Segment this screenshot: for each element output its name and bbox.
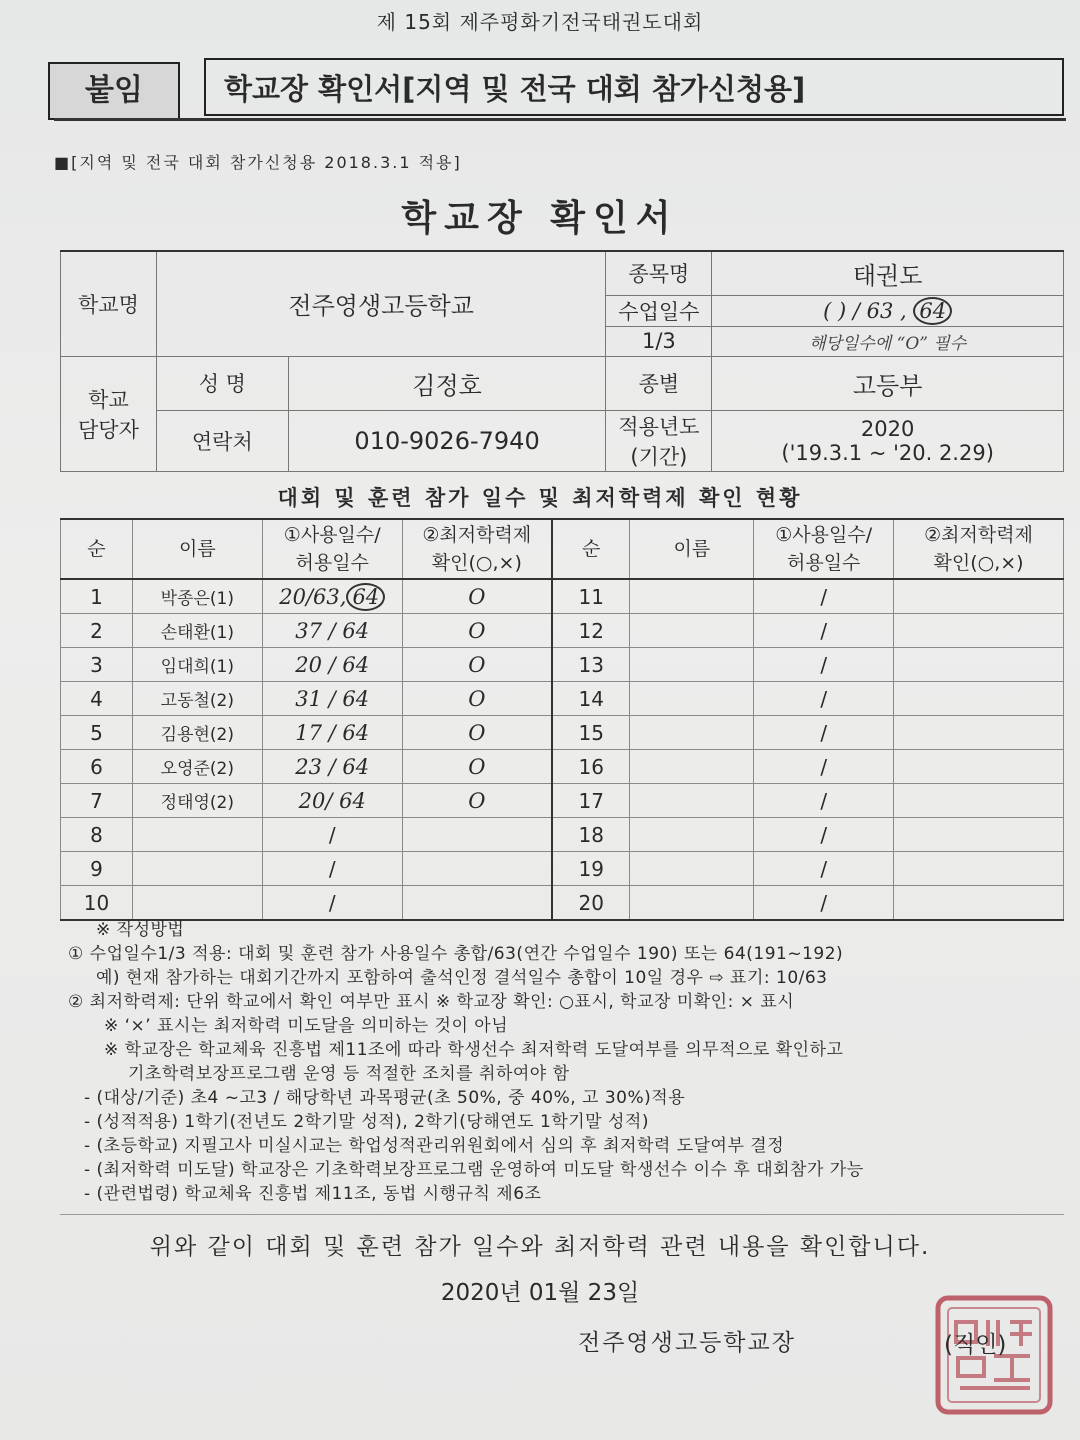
row-check: [402, 852, 552, 886]
row-no-2: 18: [552, 818, 630, 852]
row-no-2: 12: [552, 614, 630, 648]
row-no-2: 20: [552, 886, 630, 921]
table-header-row: [61, 519, 1064, 579]
note-line: - (대상/기준) 초4 ~고3 / 해당학년 과목평균(초 50%, 중 40%, 고 30%)적용: [84, 1088, 686, 1108]
row-no: 9: [61, 852, 133, 886]
circled-64: 64: [346, 583, 385, 611]
row-no: 2: [61, 614, 133, 648]
instructions: [68, 918, 1058, 1206]
row-days: 31 / 64: [262, 682, 402, 716]
row-days-2: /: [754, 682, 894, 716]
note-line: - (최저학력 미도달) 학교장은 기초학력보장프로그램 운영하여 미도달 학생선수 이수 후 대회참가 가능: [84, 1160, 864, 1180]
header-name-2: 이름: [630, 519, 754, 579]
row-no: 7: [61, 784, 133, 818]
row-name: [132, 852, 262, 886]
note-line: 기초학력보장프로그램 운영 등 적절한 조치를 취하여야 함: [128, 1064, 570, 1084]
table-row: [61, 886, 1064, 921]
row-check: O: [402, 682, 552, 716]
contact-name: 김정호: [288, 356, 606, 410]
header-check-2: ②최저학력제 확인(○,×): [894, 519, 1064, 579]
days-label-fraction: 1/3: [606, 326, 712, 356]
row-days: 20/63, 64: [262, 579, 402, 614]
row-days-2: /: [754, 614, 894, 648]
confirmation-statement: 위와 같이 대회 및 훈련 참가 일수와 최저학력 관련 내용을 확인합니다.: [149, 1234, 931, 1260]
row-check-2: [894, 784, 1064, 818]
row-days-2: /: [754, 852, 894, 886]
table-row: [61, 614, 1064, 648]
row-check: [402, 818, 552, 852]
row-check-2: [894, 886, 1064, 921]
divider: [60, 1214, 1064, 1215]
row-name: 김용현(2): [132, 716, 262, 750]
row-check: [402, 886, 552, 921]
row-days: 17 / 64: [262, 716, 402, 750]
year-label: 적용년도 (기간): [606, 410, 712, 471]
note-line: ② 최저학력제: 단위 학교에서 확인 여부만 표시 ※ 학교장 확인: ○표시, 학교장 미확인: × 표시: [68, 992, 795, 1012]
note-line: - (관련법령) 학교체육 진흥법 제11조, 동법 시행규칙 제6조: [84, 1184, 542, 1204]
row-no-2: 19: [552, 852, 630, 886]
row-name-2: [630, 852, 754, 886]
school-name: 전주영생고등학교: [156, 251, 606, 356]
row-name: 박종은(1): [132, 579, 262, 614]
row-check: O: [402, 648, 552, 682]
note-line: - (성적적용) 1학기(전년도 2학기말 성적), 2학기(당해연도 1학기말 성적): [84, 1112, 649, 1132]
row-days: 37 / 64: [262, 614, 402, 648]
header-no-2: 순: [552, 519, 630, 579]
row-no-2: 17: [552, 784, 630, 818]
row-check: O: [402, 750, 552, 784]
row-check-2: [894, 750, 1064, 784]
division-label: 종별: [606, 356, 712, 410]
row-days-2: /: [754, 818, 894, 852]
row-no-2: 15: [552, 716, 630, 750]
row-name-2: [630, 579, 754, 614]
row-check-2: [894, 818, 1064, 852]
note-line: 예) 현재 참가하는 대회기간까지 포함하여 출석인정 결석일수 총합이 10일 경우 ⇨ 표기: 10/63: [96, 968, 828, 988]
row-check: O: [402, 614, 552, 648]
row-name-2: [630, 614, 754, 648]
row-days-2: /: [754, 579, 894, 614]
division-value: 고등부: [712, 356, 1064, 410]
contact-label: 학교 담당자: [61, 356, 157, 471]
row-no-2: 16: [552, 750, 630, 784]
row-name: 손태환(1): [132, 614, 262, 648]
row-name: 고동철(2): [132, 682, 262, 716]
header-days-2: ①사용일수/ 허용일수: [754, 519, 894, 579]
table-row: [61, 818, 1064, 852]
row-name: [132, 886, 262, 921]
row-days: /: [262, 818, 402, 852]
days-label: 수업일수: [606, 295, 712, 326]
school-info-table: [60, 250, 1064, 472]
sport-label: 종목명: [606, 251, 712, 295]
note-line: ① 수업일수1/3 적용: 대회 및 훈련 참가 사용일수 총합/63(연간 수업일수 190) 또는 64(191~192): [68, 944, 844, 964]
row-name: 임대희(1): [132, 648, 262, 682]
participation-table: [60, 518, 1064, 921]
row-no: 3: [61, 648, 133, 682]
row-check: O: [402, 784, 552, 818]
row-no: 1: [61, 579, 133, 614]
row-name-2: [630, 784, 754, 818]
row-name-2: [630, 682, 754, 716]
row-name-2: [630, 750, 754, 784]
row-days-2: /: [754, 886, 894, 921]
row-days-2: /: [754, 648, 894, 682]
table-row: [61, 784, 1064, 818]
competition-title: 제 15회 제주평화기전국태권도대회: [376, 10, 704, 34]
row-name-2: [630, 818, 754, 852]
row-name-2: [630, 886, 754, 921]
row-name-2: [630, 648, 754, 682]
row-no: 10: [61, 886, 133, 921]
row-no: 4: [61, 682, 133, 716]
header-name: 이름: [132, 519, 262, 579]
row-name: 오영준(2): [132, 750, 262, 784]
row-days-2: /: [754, 750, 894, 784]
days-value: ( ) / 63 , 64: [712, 295, 1064, 326]
row-no-2: 13: [552, 648, 630, 682]
year-value: 2020 ('19.3.1 ~ '20. 2.29): [712, 410, 1064, 471]
header-check: ②최저학력제 확인(○,×): [402, 519, 552, 579]
table-row: [61, 750, 1064, 784]
attachment-label: 붙임: [48, 62, 180, 120]
table-row: [61, 648, 1064, 682]
row-name-2: [630, 716, 754, 750]
section-title: 대회 및 훈련 참가 일수 및 최저학력제 확인 현황: [277, 486, 803, 510]
header-no: 순: [61, 519, 133, 579]
row-name: 정태영(2): [132, 784, 262, 818]
row-days: /: [262, 886, 402, 921]
school-label: 학교명: [61, 251, 157, 356]
row-no-2: 14: [552, 682, 630, 716]
row-days: /: [262, 852, 402, 886]
row-no-2: 11: [552, 579, 630, 614]
note-line: ※ 학교장은 학교체육 진흥법 제11조에 따라 학생선수 최저학력 도달여부를 의무적으로 확인하고: [104, 1040, 844, 1060]
row-name: [132, 818, 262, 852]
phone-label: 연락처: [156, 410, 288, 471]
days-note: 해당일수에 “O” 필수: [712, 326, 1064, 356]
row-days: 20 / 64: [262, 648, 402, 682]
row-days-2: /: [754, 716, 894, 750]
row-no: 5: [61, 716, 133, 750]
row-check-2: [894, 648, 1064, 682]
row-days: 23 / 64: [262, 750, 402, 784]
sport-value: 태권도: [712, 251, 1064, 295]
table-row: [61, 716, 1064, 750]
name-label: 성 명: [156, 356, 288, 410]
row-no: 6: [61, 750, 133, 784]
row-days: 20/ 64: [262, 784, 402, 818]
table-row: [61, 579, 1064, 614]
document-title: 학교장 확인서: [401, 198, 679, 239]
circled-64: 64: [913, 297, 952, 325]
header-days: ①사용일수/ 허용일수: [262, 519, 402, 579]
row-days-2: /: [754, 784, 894, 818]
row-check: O: [402, 579, 552, 614]
row-check-2: [894, 682, 1064, 716]
principal-signature-line: 전주영생고등학교장: [578, 1330, 796, 1356]
notes-title: ※ 작성방법: [96, 920, 185, 940]
table-row: [61, 852, 1064, 886]
row-check-2: [894, 579, 1064, 614]
row-check-2: [894, 716, 1064, 750]
row-check-2: [894, 614, 1064, 648]
row-check: O: [402, 716, 552, 750]
seal-mark: (직인): [944, 1332, 1007, 1358]
note-line: - (초등학교) 지필고사 미실시교는 학업성적관리위원회에서 심의 후 최저학력 도달여부 결정: [84, 1136, 785, 1156]
heading-underline: [54, 118, 1066, 121]
issue-date: 2020년 01월 23일: [440, 1280, 640, 1306]
row-no: 8: [61, 818, 133, 852]
row-check-2: [894, 852, 1064, 886]
form-note: ■[지역 및 전국 대회 참가신청용 2018.3.1 적용]: [54, 153, 462, 172]
form-heading: 학교장 확인서[지역 및 전국 대회 참가신청용]: [204, 58, 1064, 116]
contact-phone: 010-9026-7940: [288, 410, 606, 471]
table-row: [61, 682, 1064, 716]
note-line: ※ ‘×’ 표시는 최저학력 미도달을 의미하는 것이 아님: [104, 1016, 509, 1036]
